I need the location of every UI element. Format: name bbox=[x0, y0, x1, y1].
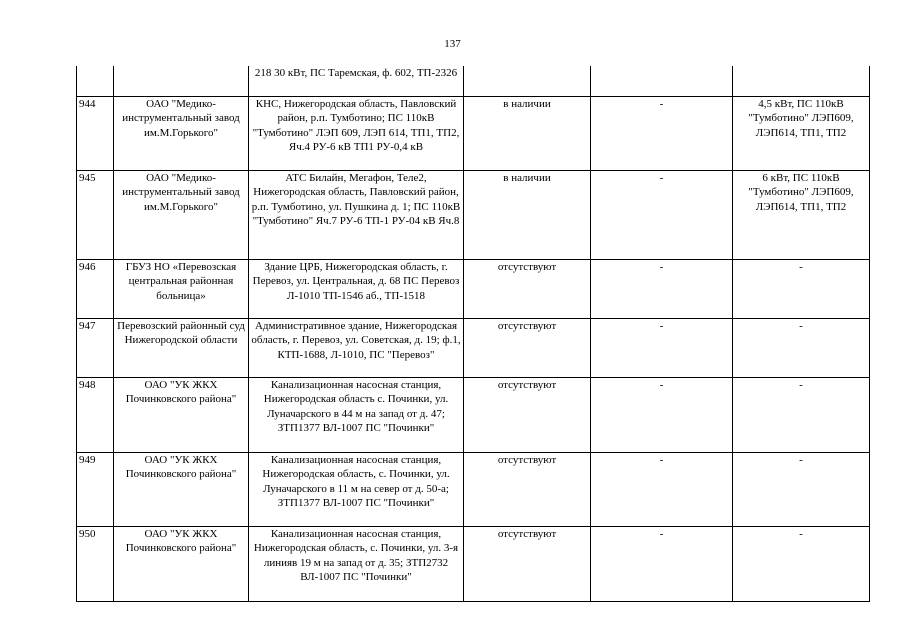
extra-cell bbox=[591, 66, 733, 96]
extra-cell: - bbox=[591, 170, 733, 259]
row-number-cell: 946 bbox=[77, 259, 114, 318]
row-number-cell: 950 bbox=[77, 526, 114, 601]
source-cell: - bbox=[733, 377, 870, 452]
status-cell: в наличии bbox=[464, 96, 591, 170]
source-cell: 6 кВт, ПС 110кВ "Тумботино" ЛЭП609, ЛЭП614, ТП1, ТП2 bbox=[733, 170, 870, 259]
address-cell: Канализационная насосная станция, Нижегородская область, с. Починки, ул. Луначарского в 11 м на север от д. 50-а; ЗТП1377 ВЛ-1007 ПС "Починки" bbox=[249, 452, 464, 526]
table-row bbox=[77, 170, 870, 259]
table-row bbox=[77, 66, 870, 96]
row-number-cell: 945 bbox=[77, 170, 114, 259]
table-row bbox=[77, 96, 870, 170]
row-number-cell: 948 bbox=[77, 377, 114, 452]
source-cell: - bbox=[733, 526, 870, 601]
organization-cell: ОАО "УК ЖКХ Починковского района" bbox=[114, 377, 249, 452]
extra-cell: - bbox=[591, 526, 733, 601]
source-cell: - bbox=[733, 452, 870, 526]
status-cell: отсутствуют bbox=[464, 259, 591, 318]
status-cell: отсутствуют bbox=[464, 526, 591, 601]
organization-cell: ОАО "УК ЖКХ Починковского района" bbox=[114, 452, 249, 526]
extra-cell: - bbox=[591, 452, 733, 526]
organization-cell: ГБУЗ НО «Перевозская центральная районная больница» bbox=[114, 259, 249, 318]
source-cell: 4,5 кВт, ПС 110кВ "Тумботино" ЛЭП609, ЛЭП614, ТП1, ТП2 bbox=[733, 96, 870, 170]
row-number-cell bbox=[77, 66, 114, 96]
organization-cell: ОАО "УК ЖКХ Починковского района" bbox=[114, 526, 249, 601]
row-number-cell: 947 bbox=[77, 318, 114, 377]
address-cell: 218 30 кВт, ПС Таремская, ф. 602, ТП-2326 bbox=[249, 66, 464, 96]
address-cell: Административное здание, Нижегородская область, г. Перевоз, ул. Советская, д. 19; ф.1, КТП-1688, Л-1010, ПС "Перевоз" bbox=[249, 318, 464, 377]
extra-cell: - bbox=[591, 259, 733, 318]
address-cell: АТС Билайн, Мегафон, Теле2, Нижегородская область, Павловский район, р.п. Тумботино, ул. Пушкина д. 1; ПС 110кВ "Тумботино" Яч.7 РУ-6 ТП-1 РУ-04 кВ Яч.8 bbox=[249, 170, 464, 259]
status-cell: отсутствуют bbox=[464, 377, 591, 452]
source-cell: - bbox=[733, 318, 870, 377]
address-cell: Канализационная насосная станция, Нижегородская область с. Починки, ул. Луначарского в 44 м на запад от д. 47; ЗТП1377 ВЛ-1007 ПС "Починки" bbox=[249, 377, 464, 452]
status-cell: отсутствуют bbox=[464, 318, 591, 377]
row-number-cell: 944 bbox=[77, 96, 114, 170]
address-cell: КНС, Нижегородская область, Павловский район, р.п. Тумботино; ПС 110кВ "Тумботино" ЛЭП 609, ЛЭП 614, ТП1, ТП2, Яч.4 РУ-6 кВ ТП1 РУ-0,4 кВ bbox=[249, 96, 464, 170]
table-row bbox=[77, 526, 870, 601]
extra-cell: - bbox=[591, 377, 733, 452]
organization-cell bbox=[114, 66, 249, 96]
document-table bbox=[76, 66, 870, 602]
address-cell: Канализационная насосная станция, Нижегородская область, с. Починки, ул. 3-я линияв 19 м на запад от д. 35; ЗТП2732 ВЛ-1007 ПС "Починки" bbox=[249, 526, 464, 601]
extra-cell: - bbox=[591, 318, 733, 377]
source-cell: - bbox=[733, 259, 870, 318]
extra-cell: - bbox=[591, 96, 733, 170]
status-cell: отсутствуют bbox=[464, 452, 591, 526]
page-number: 137 bbox=[444, 38, 461, 50]
table-row bbox=[77, 377, 870, 452]
source-cell bbox=[733, 66, 870, 96]
organization-cell: ОАО "Медико-инструментальный завод им.М.Горького" bbox=[114, 170, 249, 259]
status-cell bbox=[464, 66, 591, 96]
status-cell: в наличии bbox=[464, 170, 591, 259]
organization-cell: Перевозский районный суд Нижегородской области bbox=[114, 318, 249, 377]
organization-cell: ОАО "Медико-инструментальный завод им.М.Горького" bbox=[114, 96, 249, 170]
table-row bbox=[77, 452, 870, 526]
table-row bbox=[77, 259, 870, 318]
row-number-cell: 949 bbox=[77, 452, 114, 526]
table-row bbox=[77, 318, 870, 377]
address-cell: Здание ЦРБ, Нижегородская область, г. Перевоз, ул. Центральная, д. 68 ПС Перевоз Л-1010 ТП-1546 аб., ТП-1518 bbox=[249, 259, 464, 318]
